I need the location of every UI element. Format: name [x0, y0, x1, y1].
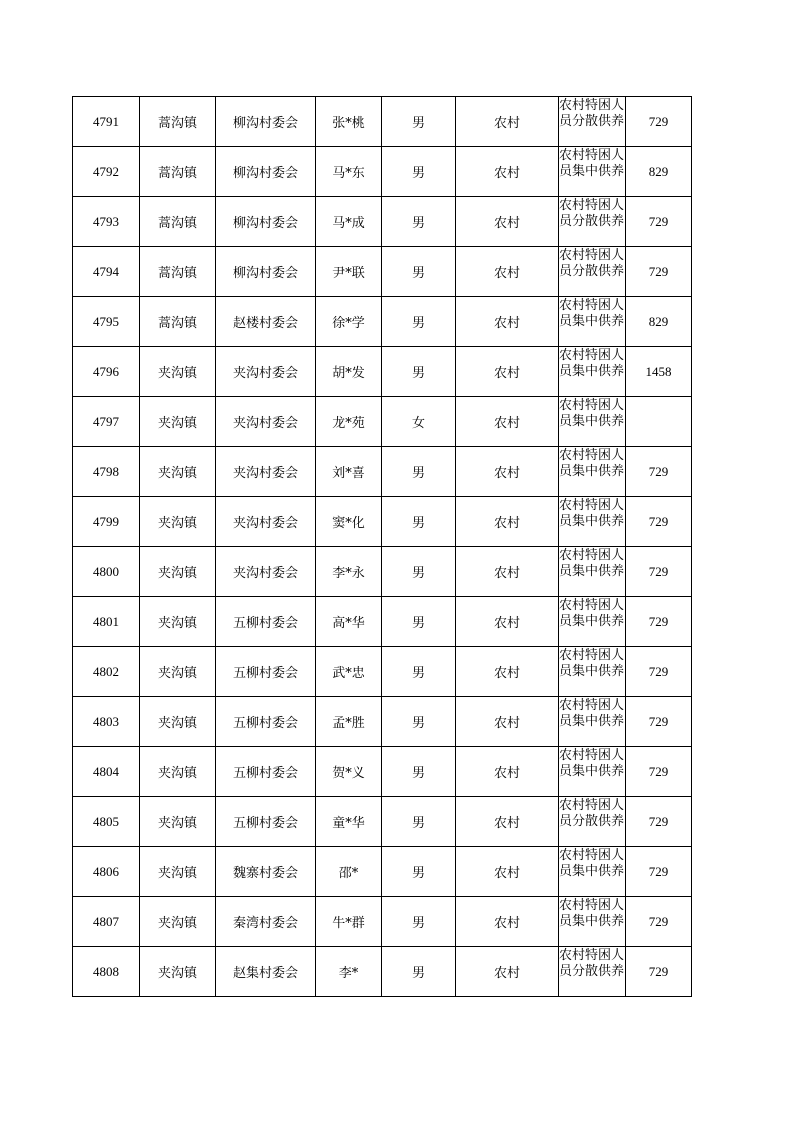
cell-village-committee: 赵集村委会	[216, 947, 316, 997]
cell-gender: 男	[382, 547, 456, 597]
category-text: 农村特困人员集中供养	[559, 898, 625, 929]
cell-gender: 男	[382, 197, 456, 247]
cell-gender: 男	[382, 147, 456, 197]
cell-town: 夹沟镇	[140, 697, 216, 747]
cell-category	[559, 297, 626, 347]
cell-town: 夹沟镇	[140, 647, 216, 697]
category-text: 农村特困人员集中供养	[559, 398, 625, 429]
category-text: 农村特困人员分散供养	[559, 98, 625, 129]
category-text: 农村特困人员分散供养	[559, 948, 625, 979]
cell-gender: 男	[382, 897, 456, 947]
cell-category	[559, 597, 626, 647]
category-text: 农村特困人员集中供养	[559, 148, 625, 179]
cell-serial-number: 4795	[73, 297, 140, 347]
cell-village-committee: 柳沟村委会	[216, 247, 316, 297]
cell-amount: 729	[626, 947, 692, 997]
cell-village-committee: 柳沟村委会	[216, 147, 316, 197]
cell-name: 龙*苑	[316, 397, 382, 447]
cell-name: 武*忠	[316, 647, 382, 697]
cell-amount: 729	[626, 897, 692, 947]
cell-category	[559, 197, 626, 247]
cell-village-committee: 五柳村委会	[216, 647, 316, 697]
cell-name: 李*	[316, 947, 382, 997]
cell-village-committee: 夹沟村委会	[216, 497, 316, 547]
category-text: 农村特困人员分散供养	[559, 198, 625, 229]
cell-serial-number: 4807	[73, 897, 140, 947]
cell-town: 蒿沟镇	[140, 97, 216, 147]
cell-village-committee: 五柳村委会	[216, 797, 316, 847]
cell-village-committee: 五柳村委会	[216, 697, 316, 747]
cell-area-type: 农村	[456, 97, 559, 147]
cell-serial-number: 4808	[73, 947, 140, 997]
cell-category	[559, 697, 626, 747]
cell-area-type: 农村	[456, 647, 559, 697]
cell-amount: 729	[626, 647, 692, 697]
cell-village-committee: 夹沟村委会	[216, 397, 316, 447]
cell-town: 夹沟镇	[140, 447, 216, 497]
category-text: 农村特困人员集中供养	[559, 698, 625, 729]
cell-amount: 729	[626, 497, 692, 547]
cell-name: 尹*联	[316, 247, 382, 297]
cell-name: 贺*义	[316, 747, 382, 797]
category-text: 农村特困人员集中供养	[559, 548, 625, 579]
cell-gender: 男	[382, 497, 456, 547]
cell-gender: 男	[382, 97, 456, 147]
cell-amount: 829	[626, 297, 692, 347]
data-table	[72, 96, 692, 997]
cell-name: 徐*学	[316, 297, 382, 347]
cell-town: 夹沟镇	[140, 497, 216, 547]
cell-town: 蒿沟镇	[140, 197, 216, 247]
cell-village-committee: 夹沟村委会	[216, 547, 316, 597]
cell-amount	[626, 397, 692, 447]
cell-name: 马*东	[316, 147, 382, 197]
cell-name: 胡*发	[316, 347, 382, 397]
cell-town: 夹沟镇	[140, 347, 216, 397]
cell-amount: 1458	[626, 347, 692, 397]
cell-gender: 男	[382, 747, 456, 797]
cell-amount: 729	[626, 697, 692, 747]
table-row	[73, 547, 692, 597]
cell-name: 窦*化	[316, 497, 382, 547]
cell-town: 夹沟镇	[140, 847, 216, 897]
category-text: 农村特困人员集中供养	[559, 348, 625, 379]
cell-village-committee: 五柳村委会	[216, 597, 316, 647]
cell-amount: 729	[626, 847, 692, 897]
cell-category	[559, 947, 626, 997]
cell-serial-number: 4806	[73, 847, 140, 897]
table-row	[73, 197, 692, 247]
cell-serial-number: 4800	[73, 547, 140, 597]
category-text: 农村特困人员集中供养	[559, 448, 625, 479]
cell-town: 蒿沟镇	[140, 297, 216, 347]
cell-village-committee: 秦湾村委会	[216, 897, 316, 947]
cell-category	[559, 247, 626, 297]
cell-name: 李*永	[316, 547, 382, 597]
cell-gender: 男	[382, 797, 456, 847]
table-row	[73, 497, 692, 547]
cell-village-committee: 赵楼村委会	[216, 297, 316, 347]
cell-serial-number: 4803	[73, 697, 140, 747]
cell-area-type: 农村	[456, 247, 559, 297]
cell-town: 夹沟镇	[140, 897, 216, 947]
table-row	[73, 447, 692, 497]
cell-area-type: 农村	[456, 447, 559, 497]
table-row	[73, 947, 692, 997]
cell-gender: 男	[382, 347, 456, 397]
category-text: 农村特困人员分散供养	[559, 798, 625, 829]
cell-category	[559, 397, 626, 447]
cell-gender: 男	[382, 247, 456, 297]
cell-area-type: 农村	[456, 497, 559, 547]
table-row	[73, 347, 692, 397]
cell-gender: 男	[382, 847, 456, 897]
cell-town: 夹沟镇	[140, 597, 216, 647]
cell-area-type: 农村	[456, 347, 559, 397]
cell-name: 孟*胜	[316, 697, 382, 747]
cell-village-committee: 五柳村委会	[216, 747, 316, 797]
cell-gender: 男	[382, 697, 456, 747]
cell-amount: 729	[626, 447, 692, 497]
cell-area-type: 农村	[456, 147, 559, 197]
table-row	[73, 97, 692, 147]
cell-amount: 729	[626, 797, 692, 847]
cell-serial-number: 4799	[73, 497, 140, 547]
table-row	[73, 397, 692, 447]
cell-gender: 男	[382, 297, 456, 347]
cell-area-type: 农村	[456, 697, 559, 747]
cell-village-committee: 魏寨村委会	[216, 847, 316, 897]
cell-amount: 829	[626, 147, 692, 197]
table-row	[73, 747, 692, 797]
cell-serial-number: 4801	[73, 597, 140, 647]
table-row	[73, 297, 692, 347]
table-row	[73, 597, 692, 647]
document-sheet	[72, 96, 692, 997]
category-text: 农村特困人员集中供养	[559, 298, 625, 329]
cell-town: 蒿沟镇	[140, 147, 216, 197]
cell-amount: 729	[626, 747, 692, 797]
cell-category	[559, 847, 626, 897]
cell-town: 夹沟镇	[140, 947, 216, 997]
cell-serial-number: 4796	[73, 347, 140, 397]
cell-area-type: 农村	[456, 597, 559, 647]
cell-area-type: 农村	[456, 397, 559, 447]
cell-name: 刘*喜	[316, 447, 382, 497]
table-row	[73, 847, 692, 897]
category-text: 农村特困人员集中供养	[559, 748, 625, 779]
category-text: 农村特困人员集中供养	[559, 848, 625, 879]
cell-village-committee: 夹沟村委会	[216, 447, 316, 497]
cell-serial-number: 4794	[73, 247, 140, 297]
cell-gender: 男	[382, 647, 456, 697]
cell-name: 童*华	[316, 797, 382, 847]
cell-area-type: 农村	[456, 197, 559, 247]
cell-town: 夹沟镇	[140, 797, 216, 847]
cell-serial-number: 4802	[73, 647, 140, 697]
cell-category	[559, 347, 626, 397]
cell-name: 高*华	[316, 597, 382, 647]
cell-category	[559, 797, 626, 847]
cell-town: 蒿沟镇	[140, 247, 216, 297]
category-text: 农村特困人员集中供养	[559, 598, 625, 629]
table-row	[73, 697, 692, 747]
cell-area-type: 农村	[456, 897, 559, 947]
cell-area-type: 农村	[456, 547, 559, 597]
cell-village-committee: 柳沟村委会	[216, 197, 316, 247]
cell-serial-number: 4791	[73, 97, 140, 147]
cell-serial-number: 4797	[73, 397, 140, 447]
cell-gender: 女	[382, 397, 456, 447]
cell-name: 牛*群	[316, 897, 382, 947]
cell-village-committee: 夹沟村委会	[216, 347, 316, 397]
cell-category	[559, 647, 626, 697]
cell-serial-number: 4805	[73, 797, 140, 847]
table-row	[73, 647, 692, 697]
cell-category	[559, 147, 626, 197]
cell-gender: 男	[382, 447, 456, 497]
cell-serial-number: 4804	[73, 747, 140, 797]
cell-gender: 男	[382, 947, 456, 997]
table-row	[73, 247, 692, 297]
cell-town: 夹沟镇	[140, 397, 216, 447]
cell-amount: 729	[626, 97, 692, 147]
category-text: 农村特困人员分散供养	[559, 248, 625, 279]
cell-category	[559, 747, 626, 797]
cell-amount: 729	[626, 547, 692, 597]
table-row	[73, 797, 692, 847]
cell-name: 马*成	[316, 197, 382, 247]
cell-area-type: 农村	[456, 297, 559, 347]
cell-category	[559, 897, 626, 947]
cell-amount: 729	[626, 597, 692, 647]
cell-serial-number: 4792	[73, 147, 140, 197]
cell-name: 邵*	[316, 847, 382, 897]
category-text: 农村特困人员集中供养	[559, 498, 625, 529]
cell-serial-number: 4798	[73, 447, 140, 497]
table-row	[73, 897, 692, 947]
cell-category	[559, 547, 626, 597]
cell-serial-number: 4793	[73, 197, 140, 247]
cell-area-type: 农村	[456, 947, 559, 997]
cell-category	[559, 97, 626, 147]
table-body	[73, 97, 692, 997]
cell-area-type: 农村	[456, 797, 559, 847]
table-row	[73, 147, 692, 197]
cell-category	[559, 497, 626, 547]
cell-name: 张*桃	[316, 97, 382, 147]
cell-category	[559, 447, 626, 497]
cell-gender: 男	[382, 597, 456, 647]
cell-area-type: 农村	[456, 747, 559, 797]
cell-area-type: 农村	[456, 847, 559, 897]
cell-amount: 729	[626, 247, 692, 297]
cell-town: 夹沟镇	[140, 747, 216, 797]
category-text: 农村特困人员集中供养	[559, 648, 625, 679]
cell-amount: 729	[626, 197, 692, 247]
cell-town: 夹沟镇	[140, 547, 216, 597]
cell-village-committee: 柳沟村委会	[216, 97, 316, 147]
